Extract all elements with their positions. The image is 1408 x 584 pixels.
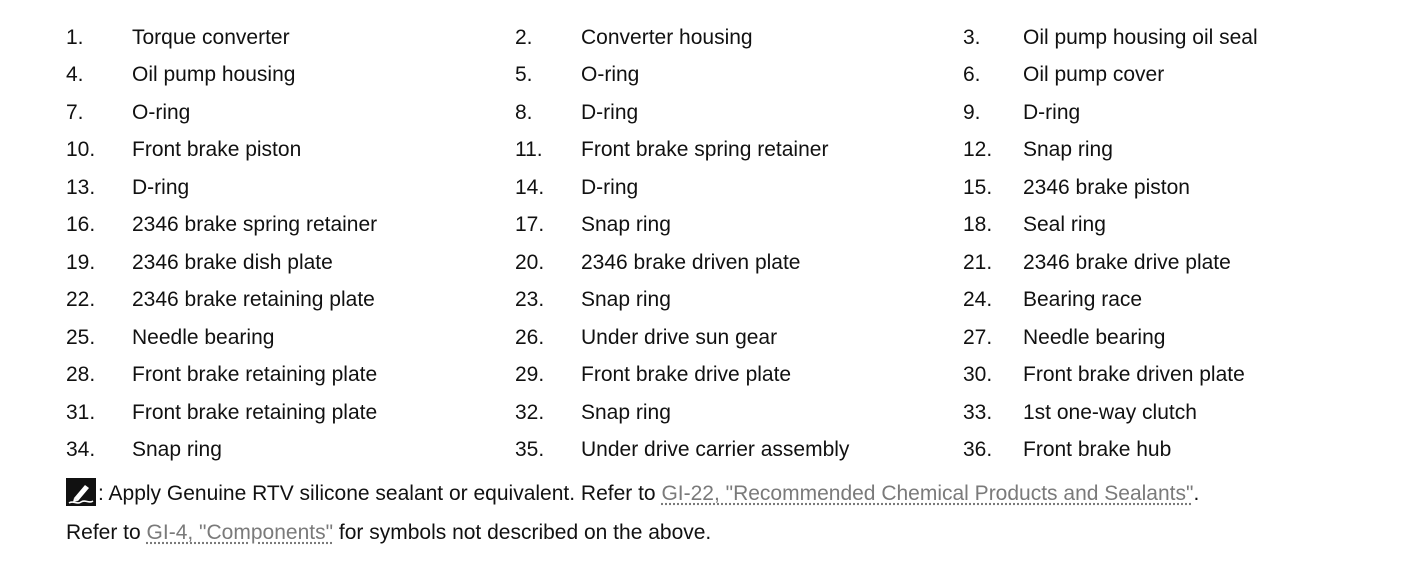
- part-name: Under drive sun gear: [581, 325, 778, 349]
- part-number: 8.: [515, 100, 533, 124]
- part-name: D-ring: [132, 175, 190, 199]
- part-number: 28.: [66, 363, 96, 387]
- part-number: 12.: [963, 138, 993, 162]
- legend-row: [0, 281, 1408, 318]
- part-name: Oil pump housing: [132, 63, 296, 87]
- part-name: 2346 brake retaining plate: [132, 288, 375, 312]
- part-name: Front brake spring retainer: [581, 138, 829, 162]
- part-number: 9.: [963, 100, 981, 124]
- part-number: 11.: [515, 138, 543, 162]
- legend-row: [0, 431, 1408, 468]
- legend-row: [0, 169, 1408, 206]
- legend-row: [0, 356, 1408, 393]
- part-name: 2346 brake piston: [1023, 175, 1190, 199]
- part-number: 3.: [963, 26, 981, 49]
- part-name: Needle bearing: [132, 325, 275, 349]
- legend-row: [0, 319, 1408, 356]
- part-number: 25.: [66, 325, 96, 349]
- part-number: 24.: [963, 288, 993, 312]
- part-number: 31.: [66, 400, 96, 424]
- sealant-note-text: : Apply Genuine RTV silicone sealant or equivalent. Refer to: [98, 482, 662, 505]
- part-number: 34.: [66, 437, 96, 461]
- sealant-icon: [66, 478, 96, 506]
- part-number: 2.: [515, 26, 533, 49]
- part-number: 27.: [963, 325, 993, 349]
- legend-row: [0, 94, 1408, 131]
- sealant-note-suffix: .: [1193, 482, 1200, 505]
- part-name: Snap ring: [132, 437, 222, 461]
- part-number: 32.: [515, 400, 545, 424]
- part-number: 15.: [963, 175, 993, 199]
- part-number: 17.: [515, 213, 545, 237]
- part-name: D-ring: [581, 100, 639, 124]
- part-name: Seal ring: [1023, 213, 1106, 237]
- legend-row: [0, 56, 1408, 93]
- part-name: 1st one-way clutch: [1023, 400, 1197, 424]
- part-name: Snap ring: [1023, 138, 1113, 162]
- sealant-note: [66, 476, 1199, 512]
- part-name: Snap ring: [581, 213, 671, 237]
- part-name: Front brake retaining plate: [132, 400, 378, 424]
- part-number: 5.: [515, 63, 533, 87]
- part-number: 13.: [66, 175, 96, 199]
- part-number: 30.: [963, 363, 993, 387]
- part-name: 2346 brake driven plate: [581, 250, 801, 274]
- part-number: 19.: [66, 250, 96, 274]
- part-number: 23.: [515, 288, 545, 312]
- sealant-reference-link[interactable]: GI-22, "Recommended Chemical Products and Sealants": [661, 482, 1194, 505]
- part-name: Converter housing: [581, 26, 753, 49]
- part-number: 1.: [66, 26, 84, 49]
- part-name: Front brake piston: [132, 138, 302, 162]
- legend-row: [0, 19, 1408, 56]
- part-number: 36.: [963, 437, 993, 461]
- part-name: 2346 brake dish plate: [132, 250, 333, 274]
- part-number: 14.: [515, 175, 545, 199]
- part-name: D-ring: [1023, 100, 1081, 124]
- part-number: 4.: [66, 63, 84, 87]
- part-name: Front brake drive plate: [581, 363, 792, 387]
- part-name: Snap ring: [581, 400, 671, 424]
- part-number: 33.: [963, 400, 993, 424]
- part-name: O-ring: [132, 100, 191, 124]
- part-name: Front brake driven plate: [1023, 363, 1245, 387]
- part-name: 2346 brake drive plate: [1023, 250, 1231, 274]
- part-name: Front brake retaining plate: [132, 363, 378, 387]
- part-number: 22.: [66, 288, 96, 312]
- part-number: 21.: [963, 250, 993, 274]
- part-name: Under drive carrier assembly: [581, 437, 850, 461]
- part-name: 2346 brake spring retainer: [132, 213, 378, 237]
- part-number: 29.: [515, 363, 545, 387]
- legend-row: [0, 244, 1408, 281]
- symbols-note-suffix: for symbols not described on the above.: [333, 521, 712, 544]
- part-number: 6.: [963, 63, 981, 87]
- part-number: 35.: [515, 437, 545, 461]
- part-name: Bearing race: [1023, 288, 1143, 312]
- legend-row: [0, 131, 1408, 168]
- part-name: Oil pump cover: [1023, 63, 1165, 87]
- part-number: 16.: [66, 213, 96, 237]
- part-name: Torque converter: [132, 26, 290, 49]
- components-reference-link[interactable]: GI-4, "Components": [146, 521, 334, 544]
- part-number: 18.: [963, 213, 993, 237]
- legend-row: [0, 394, 1408, 431]
- part-name: Front brake hub: [1023, 437, 1172, 461]
- part-number: 26.: [515, 325, 545, 349]
- part-number: 7.: [66, 100, 84, 124]
- part-name: O-ring: [581, 63, 640, 87]
- symbols-note: [66, 515, 711, 551]
- part-name: D-ring: [581, 175, 639, 199]
- part-name: Snap ring: [581, 288, 671, 312]
- legend-row: [0, 206, 1408, 243]
- symbols-note-prefix: Refer to: [66, 521, 147, 544]
- part-name: Oil pump housing oil seal: [1023, 26, 1258, 49]
- part-number: 20.: [515, 250, 545, 274]
- part-name: Needle bearing: [1023, 325, 1166, 349]
- part-number: 10.: [66, 138, 96, 162]
